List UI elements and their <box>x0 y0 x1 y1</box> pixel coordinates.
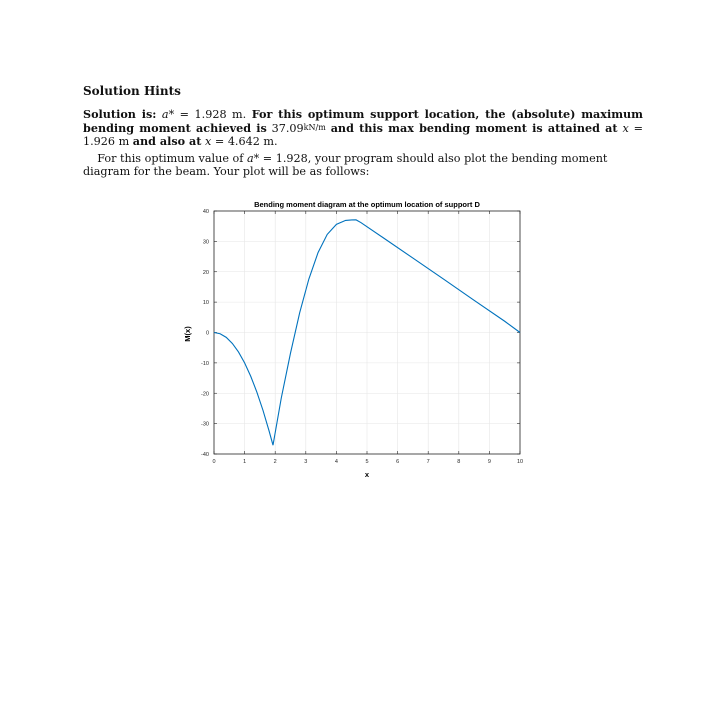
equals-sign: = <box>262 152 273 165</box>
y-tick-label: -20 <box>201 391 209 398</box>
solution-lead: Solution is: <box>83 107 157 121</box>
solution-hints-heading: Solution Hints <box>83 84 181 98</box>
y-tick-label: 20 <box>202 269 209 276</box>
x-symbol: x <box>205 135 212 148</box>
y-tick-label: 30 <box>202 239 209 246</box>
equals-sign: = <box>214 135 225 148</box>
astar-value: 1.928, <box>275 152 312 165</box>
x-tick-label: 10 <box>516 459 524 465</box>
equals-sign: = <box>179 108 190 121</box>
astar-symbol: a* <box>246 152 260 165</box>
solution-text-3: and also at <box>132 134 202 148</box>
x-tick-label: 7 <box>426 459 430 465</box>
y-tick-label: 40 <box>202 209 209 215</box>
x-symbol: x <box>622 122 629 135</box>
astar-value: 1.928 m. <box>194 108 247 121</box>
bending-moment-chart <box>170 196 540 488</box>
x-tick-label: 4 <box>334 459 338 465</box>
max-moment-value: 37.09 <box>271 122 304 135</box>
instruction-text-2: your program should also plot the bending moment diagram for the beam. Your plot will be as follows: <box>83 152 608 178</box>
chart-ticks <box>201 209 523 465</box>
solution-text-2: and this max bending moment is attained at <box>330 121 618 135</box>
x-tick-label: 1 <box>243 459 247 465</box>
chart-grid <box>214 211 520 454</box>
y-axis-label: M(x) <box>183 326 192 342</box>
y-tick-label: -10 <box>201 360 209 367</box>
instruction-text-1: For this optimum value of <box>97 152 244 165</box>
x1-value: 1.926 m <box>83 135 130 148</box>
y-tick-label: 10 <box>202 300 209 307</box>
x-tick-label: 8 <box>457 459 461 465</box>
x-tick-label: 2 <box>273 459 277 465</box>
max-moment-unit: kN/m <box>303 123 326 132</box>
x-axis-label: x <box>364 470 370 479</box>
x-tick-label: 3 <box>304 459 308 465</box>
x-tick-label: 0 <box>212 459 216 465</box>
plot-instruction-paragraph <box>83 152 643 178</box>
solution-text-1: For this optimum support location, the (absolute) maximum bending moment achieved is <box>83 107 644 135</box>
unit-numerator: kN <box>303 123 316 132</box>
astar-symbol: a* <box>161 108 175 121</box>
y-tick-label: 0 <box>205 330 209 337</box>
solution-paragraph <box>83 108 643 148</box>
y-tick-label: -30 <box>201 421 209 428</box>
x2-value: 4.642 m. <box>227 135 278 148</box>
equals-sign: = <box>633 122 644 135</box>
y-tick-label: -40 <box>201 452 209 458</box>
x-tick-label: 9 <box>487 459 491 465</box>
chart-title: Bending moment diagram at the optimum location of support D <box>254 200 480 209</box>
unit-denominator: m <box>318 123 326 132</box>
x-tick-label: 6 <box>396 459 400 465</box>
x-tick-label: 5 <box>365 459 369 465</box>
